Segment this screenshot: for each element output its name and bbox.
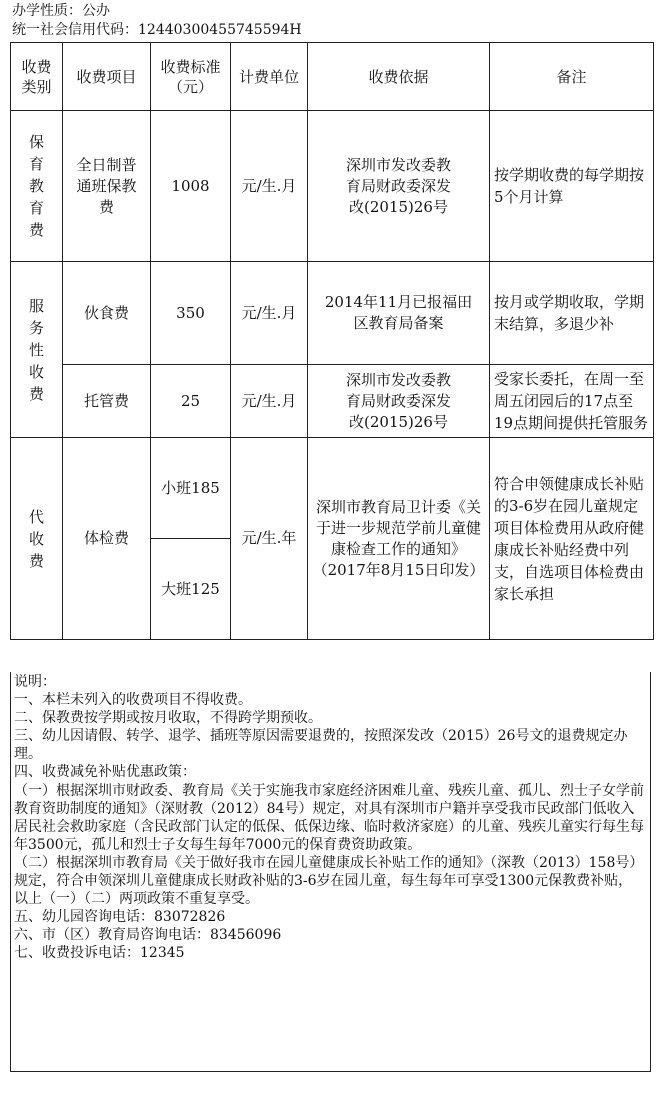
unit-cell: 元/生.年 — [231, 438, 308, 640]
basis-cell: 深圳市发改委教育局财政委深发改(2015)26号 — [308, 111, 490, 262]
header-remark: 备注 — [490, 43, 654, 111]
remark-cell: 按月或学期收取，学期末结算，多退少补 — [490, 262, 654, 365]
unit-cell: 元/生.月 — [231, 111, 308, 262]
standard-cell: 25 — [151, 365, 231, 438]
remark-cell: 受家长委托，在周一至周五闭园后的17点至19点期间提供托管服务 — [490, 365, 654, 438]
note-line: 四、收费减免补贴优惠政策： — [14, 764, 196, 781]
unit-cell: 元/生.月 — [231, 262, 308, 365]
standard-small-cell: 小班185 — [151, 438, 231, 539]
item-cell: 全日制普通班保教费 — [63, 111, 151, 262]
note-line: 一、本栏未列入的收费项目不得收费。 — [14, 692, 252, 709]
category-cell: 代收费 — [11, 438, 63, 640]
basis-cell: 2014年11月已报福田区教育局备案 — [308, 262, 490, 365]
basis-date: （2017年8月15日印发） — [312, 560, 485, 579]
basis-text: 深圳市教育局卫计委《关于进一步规范学前儿童健康检查工作的通知》 — [315, 497, 481, 558]
remark-cell: 按学期收费的每学期按5个月计算 — [490, 111, 654, 262]
credit-code: 统一社会信用代码：12440300455745594H — [12, 22, 302, 38]
note-line: （一）根据深圳市财政委、教育局《关于实施我市家庭经济困难儿童、残疾儿童、孤儿、烈士子女学前教育资助制度的通知》（深财教（2012）84号）规定，对具有深圳市户籍并享受我市民政部门低收入居民社会救助家庭（含民政部门认定的低保、低保边缘、临时救济家庭）的儿童、残疾儿童实行每生每年3500元，孤儿和烈士子女每生每年7000元的保育费资助政策。 — [14, 782, 644, 853]
remark-cell: 符合申领健康成长补贴的3-6岁在园儿童规定项目体检费用从政府健康成长补贴经费中列支，自选项目体检费由家长承担 — [490, 438, 654, 640]
standard-cell: 350 — [151, 262, 231, 365]
header-category: 收费类别 — [11, 43, 63, 111]
basis-cell — [308, 438, 490, 640]
item-cell: 托管费 — [63, 365, 151, 438]
header-unit: 计费单位 — [231, 43, 308, 111]
unit-cell: 元/生.月 — [231, 365, 308, 438]
table-row — [11, 365, 654, 438]
note-line: 六、市（区）教育局咨询电话：83456096 — [14, 927, 282, 944]
table-row — [11, 111, 654, 262]
note-line: 七、收费投诉电话：12345 — [14, 945, 185, 962]
note-line: （二）根据深圳市教育局《关于做好我市在园儿童健康成长补贴工作的通知》（深教（2013）158号）规定，符合申领深圳儿童健康成长财政补贴的3-6岁在园儿童，每生每年可享受1300元保教费补贴， — [14, 854, 644, 890]
table-header-row — [11, 43, 654, 111]
category-cell: 保育教育费 — [11, 111, 63, 262]
standard-cell: 1008 — [151, 111, 231, 262]
item-cell: 体检费 — [63, 438, 151, 640]
basis-cell: 深圳市发改委教育局财政委深发改(2015)26号 — [308, 365, 490, 438]
header-standard: 收费标准（元） — [151, 43, 231, 111]
notes-title: 说明： — [14, 674, 56, 690]
header-item: 收费项目 — [63, 43, 151, 111]
header-basis: 收费依据 — [308, 43, 490, 111]
standard-large-cell: 大班125 — [151, 539, 231, 640]
note-line: 三、幼儿因请假、转学、退学、插班等原因需要退费的，按照深发改（2015）26号文的退费规定办理。 — [14, 728, 628, 763]
category-cell: 服务性收费 — [11, 262, 63, 438]
item-cell: 伙食费 — [63, 262, 151, 365]
fee-table — [10, 42, 654, 640]
table-row — [11, 262, 654, 365]
table-row — [11, 438, 654, 539]
school-nature: 办学性质：公办 — [12, 3, 110, 19]
note-line: 以上（一）（二）两项政策不重复享受。 — [14, 891, 259, 908]
note-line: 五、幼儿园咨询电话：83072826 — [14, 909, 226, 926]
note-line: 二、保教费按学期或按月收取，不得跨学期预收。 — [14, 710, 322, 727]
notes-section — [10, 672, 651, 1072]
